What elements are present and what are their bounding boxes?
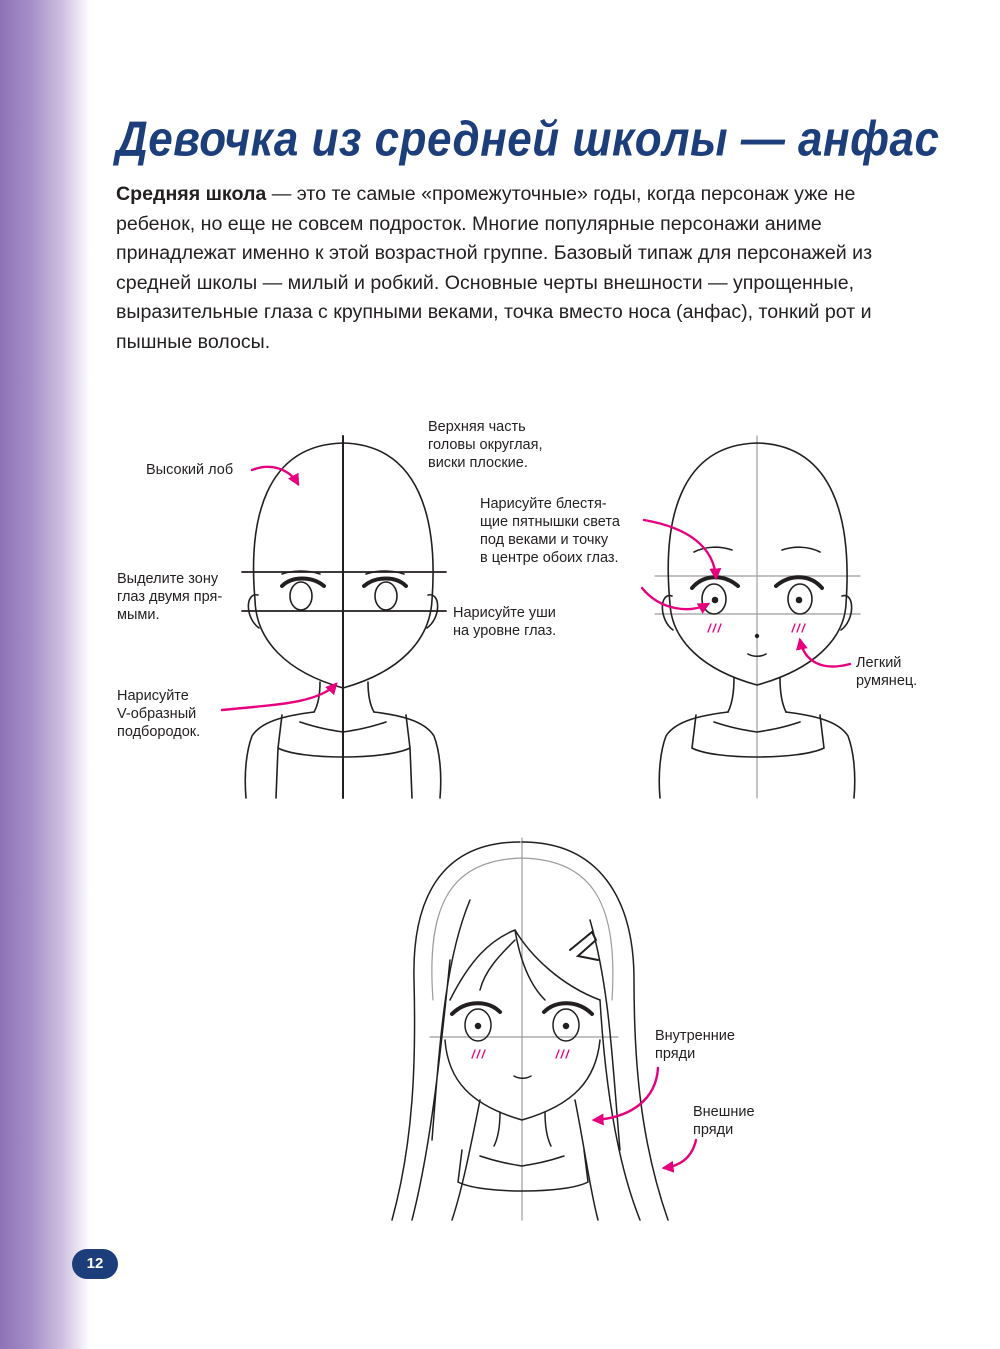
blush-right (556, 1050, 569, 1058)
eye-right (375, 582, 397, 610)
tank-top (458, 1150, 588, 1191)
figure-head-construction (242, 436, 446, 798)
arrow-outer-strands (664, 1140, 696, 1168)
arrow-highlights-top (644, 520, 716, 578)
eyebrow-right (782, 547, 820, 552)
eye-left-lid (692, 577, 738, 588)
blush-right (792, 624, 805, 632)
hair-strands-right (575, 920, 640, 1220)
figure-head-features (655, 436, 860, 798)
blush-left (472, 1050, 485, 1058)
label-v-chin: Нарисуйте V-образный подбородок. (117, 688, 201, 740)
blush-left (708, 624, 721, 632)
hairclip (570, 932, 598, 960)
eyebrow-left (694, 547, 732, 552)
label-highlights: Нарисуйте блестя- щие пятнышки света под веками и точку в центре обоих глаз. (480, 496, 620, 566)
arrow-inner-strands (594, 1068, 658, 1120)
label-outer-strands: Внешние пряди (693, 1104, 755, 1138)
label-eye-zone: Выделите зону глаз двумя пря- мыми. (117, 571, 223, 623)
intro-lead: Средняя школа (116, 183, 267, 205)
hair-strands-left (412, 900, 480, 1220)
label-top-head: Верхняя часть головы округлая, виски плоские. (428, 419, 543, 471)
tank-top (692, 715, 824, 757)
nose-dot (756, 635, 759, 638)
arrow-high-forehead (252, 467, 298, 484)
hair-outer-left (392, 842, 520, 1220)
intro-text: — это те самые «промежуточные» годы, когда персонаж уже не ребенок, но еще не совсем подросток. Многие популярные персонажи аниме принадлежат именно к этой возрастной группе. Базовый типаж для персонажей из средней школы — милый и робкий. Основные черты внешности — упрощенные, выразительные глаза с крупными веками, точка вместо носа (анфас), тонкий рот и пышные волосы. (116, 183, 873, 353)
eye-left (290, 582, 312, 610)
page-number-badge: 12 (72, 1249, 118, 1279)
label-ears: Нарисуйте уши на уровне глаз. (453, 605, 557, 639)
eye-right-pupil (797, 598, 802, 603)
eye-left-pupil (713, 598, 718, 603)
hair-outer-right (522, 842, 668, 1220)
figure-girl-with-hair (392, 838, 668, 1220)
label-blush: Легкий румянец. (856, 655, 918, 689)
arrow-highlights-side (642, 588, 708, 609)
page-title: Девочка из средней школы — анфас (116, 112, 940, 167)
bangs (450, 930, 600, 1000)
label-inner-strands: Внутренние пряди (655, 1028, 735, 1062)
head-outline (668, 443, 847, 685)
label-high-forehead: Высокий лоб (146, 462, 234, 478)
eye-right-lid (776, 577, 822, 588)
eye-right-pupil (564, 1024, 569, 1029)
eye-left-pupil (476, 1024, 481, 1029)
